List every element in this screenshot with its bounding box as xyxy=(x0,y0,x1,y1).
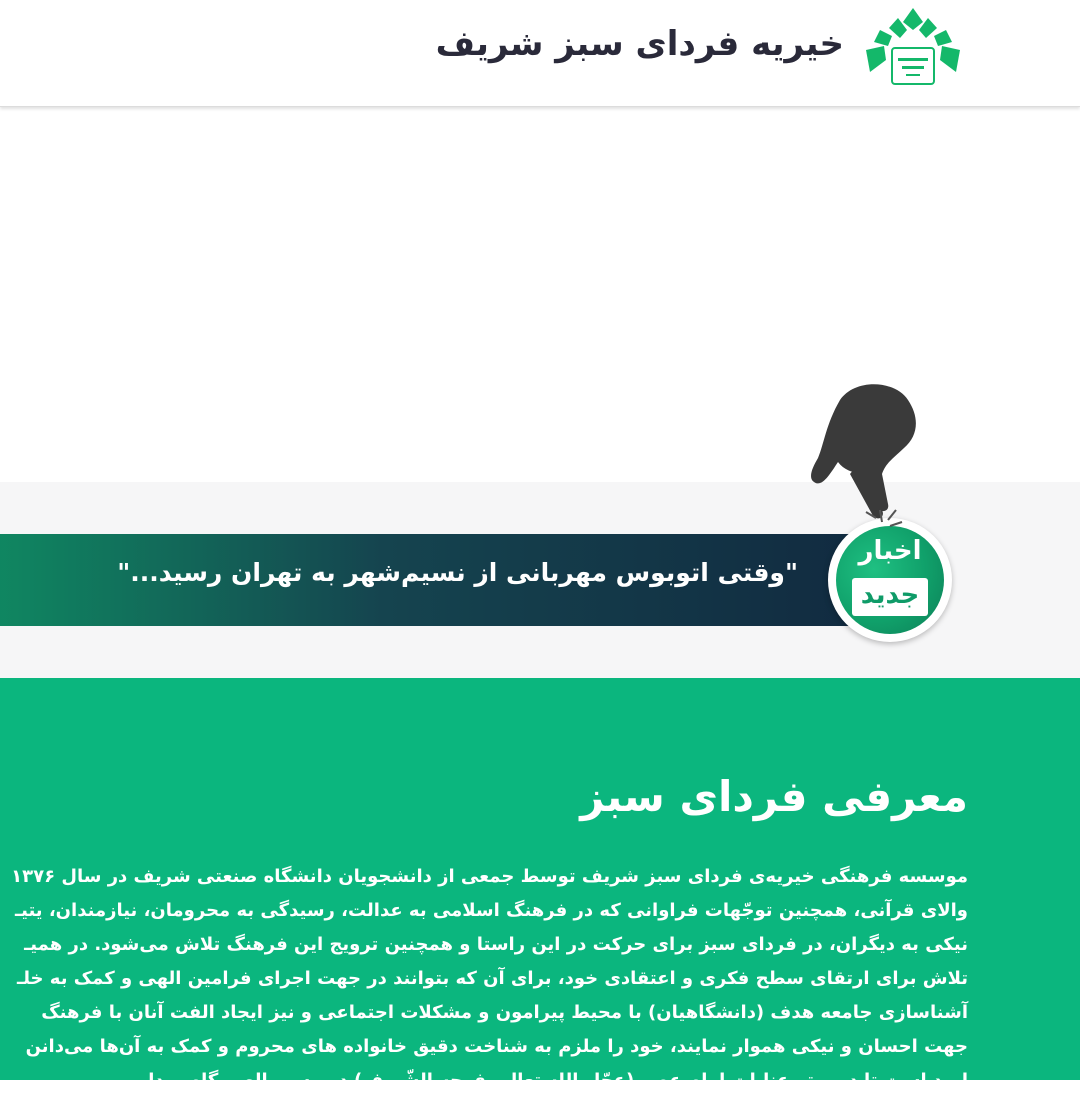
intro-title: معرفی فردای سبز xyxy=(580,772,968,821)
news-badge-label-box xyxy=(852,578,928,616)
site-header xyxy=(0,0,1080,107)
news-badge-bottom-text: جدید xyxy=(860,580,920,610)
intro-line: موسسه فرهنگی خیریه‌ی فردای سبز شریف توسط جمعی از دانشجویان دانشگاه صنعتی شریف در سال ۱۳۷۶ xyxy=(11,866,968,887)
news-badge-top-text: اخبار xyxy=(858,536,922,566)
intro-line: جهت احسان و نیکی هموار نمایند، خود را ملزم به شناخت دقیق خانواده های محروم و کمک به آن‌ها می‌دانن xyxy=(25,1036,968,1057)
site-title[interactable]: خیریه فردای سبز شریف xyxy=(435,24,844,64)
intro-line: نیکی به دیگران، در فردای سبز برای حرکت در این راستا و همچنین ترویج این فرهنگ تلاش می‌شود. در همیـ xyxy=(24,934,968,955)
charity-logo-icon[interactable] xyxy=(862,6,964,88)
pointing-hand-icon xyxy=(800,378,930,528)
news-badge-inner xyxy=(836,526,944,634)
intro-body xyxy=(11,862,968,1100)
intro-line: امید است تا در پرتو عنایات امام عصر (عجّل الله تعالی فرجه الشّریف) در مسیر الهی گام برداریم. xyxy=(110,1070,968,1091)
intro-line: تلاش برای ارتقای سطح فکری و اعتقادی خود، برای آن که بتوانند در جهت اجرای فرامین الهی و کمک به خلـ xyxy=(17,968,968,989)
intro-line: آشناسازی جامعه هدف (دانشگاهیان) با محیط پیرامون و مشکلات اجتماعی و نیز ایجاد الفت آنان با فرهنگ xyxy=(41,1002,968,1023)
news-badge[interactable] xyxy=(828,518,952,642)
intro-line: والای قرآنی، همچنین توجّهات فراوانی که در فرهنگ اسلامی به عدالت، رسیدگی به محرومان، نیازمندان، یتیـ xyxy=(14,900,968,921)
news-headline[interactable]: "وقتی اتوبوس مهربانی از نسیم‌شهر به تهران رسید..." xyxy=(117,558,798,587)
